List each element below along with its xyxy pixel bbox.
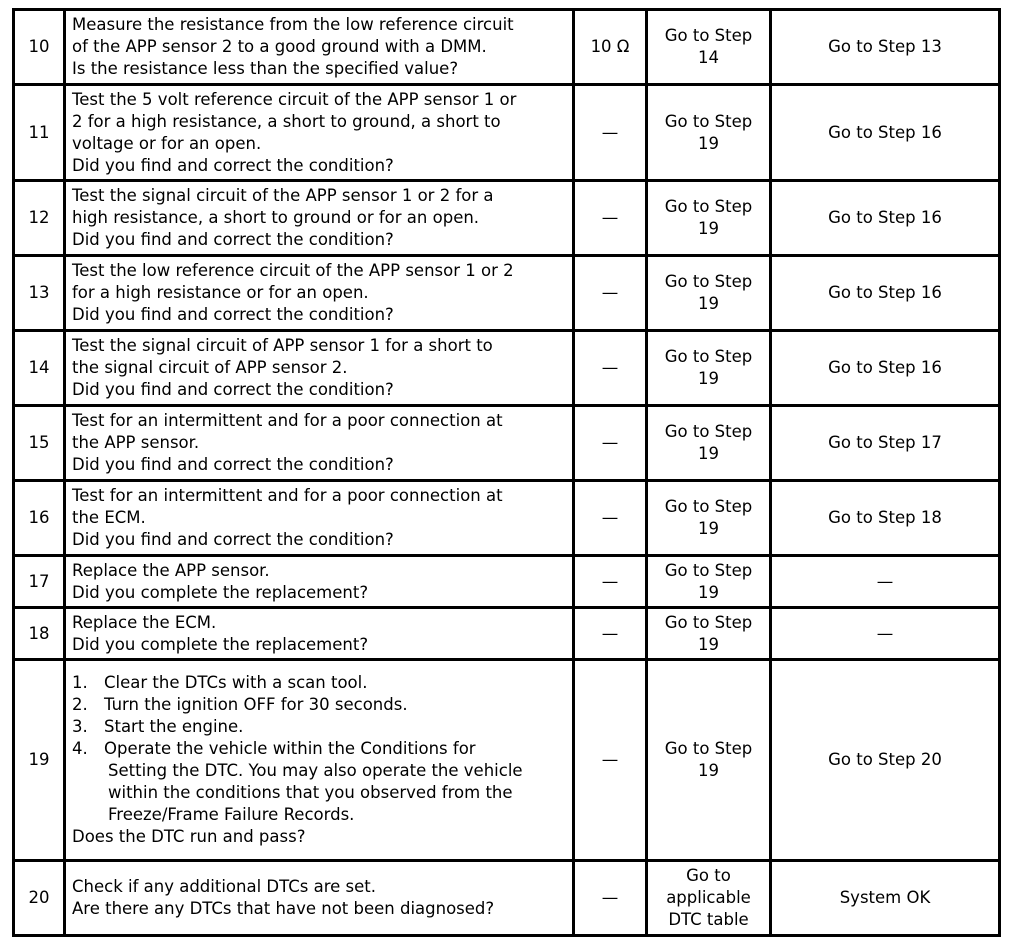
no-cell: Go to Step 16: [771, 331, 1000, 406]
list-text-continued: Setting the DTC. You may also operate the vehicle: [108, 761, 523, 780]
yes-cell: [647, 181, 771, 256]
text-line: Go to Step: [664, 111, 753, 131]
value-cell: —: [574, 660, 647, 861]
step-number: 17: [14, 556, 65, 608]
text-line: Test the low reference circuit of the APP sensor 1 or 2: [72, 261, 514, 280]
text-line: applicable: [666, 888, 751, 907]
step-number: 12: [14, 181, 65, 256]
text-line: Go to Step: [664, 347, 753, 366]
list-number: 1.: [72, 673, 88, 692]
yes-cell: [647, 85, 771, 181]
step-number: 10: [14, 10, 65, 85]
text-line: Are there any DTCs that have not been diagnosed?: [72, 899, 495, 918]
yes-cell: [647, 608, 771, 660]
table-row: [14, 660, 1000, 861]
value-cell: —: [574, 481, 647, 556]
value-cell: —: [574, 181, 647, 256]
step-number: 14: [14, 331, 65, 406]
yes-cell: [647, 660, 771, 861]
no-cell: —: [771, 556, 1000, 608]
text-line: the APP sensor.: [72, 433, 200, 452]
text-line: 19: [698, 294, 719, 313]
text-line: DTC table: [668, 910, 749, 929]
action-cell: [65, 331, 574, 406]
table-row: [14, 481, 1000, 556]
value-cell: —: [574, 608, 647, 660]
no-cell: System OK: [771, 861, 1000, 936]
value-cell: —: [574, 861, 647, 936]
text-line: 14: [698, 48, 719, 67]
table-row: [14, 181, 1000, 256]
text-line: 19: [698, 444, 719, 463]
no-cell: Go to Step 17: [771, 406, 1000, 481]
text-line: Is the resistance less than the specified value?: [72, 59, 459, 78]
no-cell: Go to Step 20: [771, 660, 1000, 861]
text-line: 19: [698, 519, 719, 538]
no-cell: Go to Step 16: [771, 85, 1000, 181]
list-text-continued: within the conditions that you observed from the: [108, 783, 513, 802]
action-cell: [65, 181, 574, 256]
yes-cell: [647, 481, 771, 556]
text-line: Test the signal circuit of the APP sensor 1 or 2 for a: [72, 186, 494, 205]
yes-cell: [647, 861, 771, 936]
value-cell: —: [574, 556, 647, 608]
text-line: 19: [698, 582, 719, 602]
action-cell: [65, 608, 574, 660]
text-line: Did you find and correct the condition?: [72, 155, 394, 175]
text-line: Test the 5 volt reference circuit of the APP sensor 1 or: [72, 89, 517, 109]
list-text-continued: Freeze/Frame Failure Records.: [108, 805, 355, 824]
text-line: Replace the ECM.: [72, 612, 217, 632]
action-cell: [65, 861, 574, 936]
yes-cell: [647, 10, 771, 85]
text-line: Did you find and correct the condition?: [72, 380, 394, 399]
no-cell: Go to Step 16: [771, 181, 1000, 256]
text-line: Did you find and correct the condition?: [72, 455, 394, 474]
no-cell: Go to Step 18: [771, 481, 1000, 556]
step-number: 11: [14, 85, 65, 181]
list-item: [72, 716, 566, 738]
procedure-list: [72, 672, 566, 826]
text-line: 19: [698, 634, 719, 654]
table-row: [14, 556, 1000, 608]
text-line: 19: [698, 761, 719, 780]
yes-cell: [647, 331, 771, 406]
step-number: 18: [14, 608, 65, 660]
no-cell: Go to Step 16: [771, 256, 1000, 331]
text-line: Did you complete the replacement?: [72, 634, 369, 654]
step-number: 13: [14, 256, 65, 331]
table-row: [14, 861, 1000, 936]
text-line: Go to Step: [664, 422, 753, 441]
text-line: for a high resistance or for an open.: [72, 283, 369, 302]
text-line: the ECM.: [72, 508, 146, 527]
list-text: Operate the vehicle within the Conditions for: [104, 739, 476, 758]
text-line: Check if any additional DTCs are set.: [72, 877, 376, 896]
action-cell: [65, 481, 574, 556]
text-line: Go to Step: [664, 26, 753, 45]
text-line: 19: [698, 219, 719, 238]
text-line: Did you find and correct the condition?: [72, 305, 394, 324]
list-item: [72, 738, 566, 826]
action-cell: [65, 85, 574, 181]
text-line: Did you find and correct the condition?: [72, 230, 394, 249]
yes-cell: [647, 406, 771, 481]
step-number: 19: [14, 660, 65, 861]
table-row: [14, 10, 1000, 85]
text-line: 19: [698, 133, 719, 153]
text-line: Go to Step: [664, 560, 753, 580]
text-line: Test for an intermittent and for a poor connection at: [72, 411, 503, 430]
value-cell: —: [574, 85, 647, 181]
step-number: 20: [14, 861, 65, 936]
question-text: Does the DTC run and pass?: [72, 827, 306, 846]
text-line: Test for an intermittent and for a poor connection at: [72, 486, 503, 505]
table-row: [14, 331, 1000, 406]
value-cell: 10 Ω: [574, 10, 647, 85]
text-line: of the APP sensor 2 to a good ground with a DMM.: [72, 37, 487, 56]
text-line: Go to Step: [664, 197, 753, 216]
action-cell: [65, 660, 574, 861]
table-row: [14, 85, 1000, 181]
text-line: Did you complete the replacement?: [72, 582, 369, 602]
action-cell: [65, 556, 574, 608]
table-row: [14, 608, 1000, 660]
text-line: Test the signal circuit of APP sensor 1 for a short to: [72, 336, 493, 355]
table-row: [14, 256, 1000, 331]
text-line: Go to Step: [664, 612, 753, 632]
yes-cell: [647, 556, 771, 608]
text-line: Measure the resistance from the low reference circuit: [72, 15, 514, 34]
action-cell: [65, 10, 574, 85]
value-cell: —: [574, 256, 647, 331]
no-cell: Go to Step 13: [771, 10, 1000, 85]
text-line: 2 for a high resistance, a short to ground, a short to: [72, 111, 501, 131]
text-line: Go to Step: [664, 739, 753, 758]
step-number: 15: [14, 406, 65, 481]
no-cell: —: [771, 608, 1000, 660]
text-line: the signal circuit of APP sensor 2.: [72, 358, 348, 377]
value-cell: —: [574, 331, 647, 406]
text-line: Go to: [686, 866, 731, 885]
text-line: voltage or for an open.: [72, 133, 262, 153]
list-text: Start the engine.: [104, 717, 244, 736]
list-number: 3.: [72, 717, 88, 736]
text-line: Did you find and correct the condition?: [72, 530, 394, 549]
list-item: [72, 694, 566, 716]
list-text: Clear the DTCs with a scan tool.: [104, 673, 368, 692]
list-number: 2.: [72, 695, 88, 714]
value-cell: —: [574, 406, 647, 481]
action-cell: [65, 406, 574, 481]
table-row: [14, 406, 1000, 481]
list-item: [72, 672, 566, 694]
text-line: Replace the APP sensor.: [72, 560, 270, 580]
list-number: 4.: [72, 739, 88, 758]
list-text: Turn the ignition OFF for 30 seconds.: [104, 695, 408, 714]
action-cell: [65, 256, 574, 331]
step-number: 16: [14, 481, 65, 556]
text-line: 19: [698, 369, 719, 388]
text-line: Go to Step: [664, 497, 753, 516]
text-line: Go to Step: [664, 272, 753, 291]
text-line: high resistance, a short to ground or for an open.: [72, 208, 480, 227]
diagnostic-table: [12, 8, 1001, 937]
yes-cell: [647, 256, 771, 331]
